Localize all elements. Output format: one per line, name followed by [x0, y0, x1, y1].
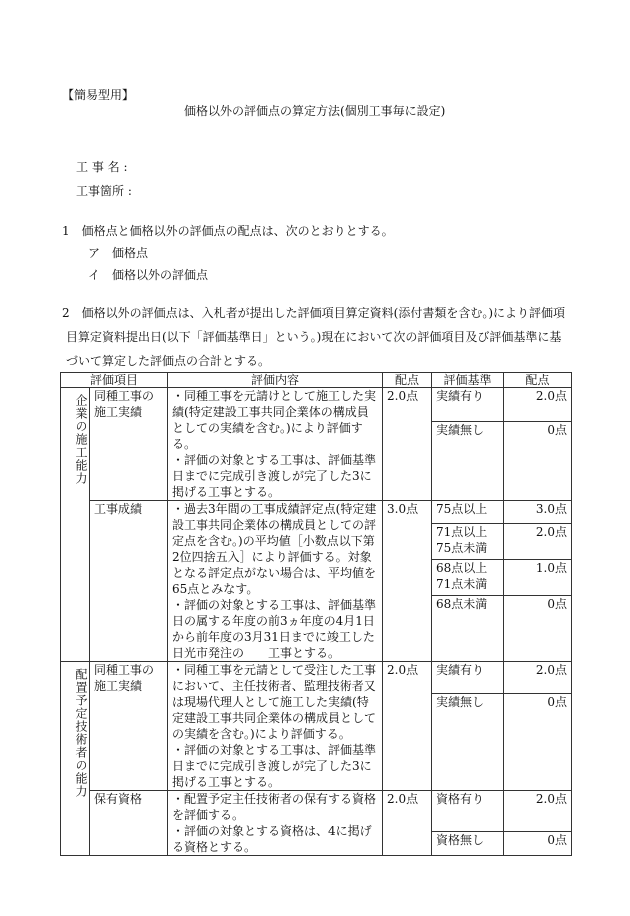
table-row [61, 501, 572, 524]
criteria-score: 0点 [504, 422, 572, 501]
row-content: ・配置予定主任技術者の保有する資格を評価する。 ・評価の対象とする資格は、4に掲げる資格とする。 [168, 791, 383, 856]
row-points: 2.0点 [383, 662, 432, 791]
criteria-label: 資格有り [432, 791, 504, 832]
section2-line1: 2 価格以外の評価点は、入札者が提出した評価項目算定資料(添付書類を含む。)により評価項 [62, 306, 566, 320]
row-points: 2.0点 [383, 388, 432, 501]
evaluation-table [60, 372, 572, 856]
category-engineer: 配置予定技術者の能力 [61, 662, 90, 856]
criteria-label: 実績有り [432, 662, 504, 694]
row-points: 3.0点 [383, 501, 432, 662]
section2-line2: 目算定資料提出日(以下「評価基準日」という。)現在において次の評価項目及び評価基準に基 [66, 330, 562, 344]
criteria-score: 1.0点 [504, 559, 572, 595]
criteria-label: 資格無し [432, 831, 504, 855]
row-item: 工事成績 [90, 501, 168, 662]
row-item: 保有資格 [90, 791, 168, 856]
header-content: 評価内容 [168, 373, 383, 388]
row-item: 同種工事の施工実績 [90, 662, 168, 791]
criteria-score: 2.0点 [504, 662, 572, 694]
criteria-label: 実績有り [432, 388, 504, 422]
section1-text: 1 価格点と価格以外の評価点の配点は、次のとおりとする。 [62, 224, 394, 238]
criteria-score: 0点 [504, 693, 572, 790]
header-item: 評価項目 [61, 373, 168, 388]
doc-title: 価格以外の評価点の算定方法(個別工事毎に設定) [184, 104, 446, 118]
section1-item-a: ア 価格点 [88, 246, 149, 260]
criteria-label: 75点以上 [432, 501, 504, 524]
table-row [61, 662, 572, 694]
criteria-score: 2.0点 [504, 388, 572, 422]
row-content: ・同種工事を元請けとして施工した実績(特定建設工事共同企業体の構成員としての実績を含む。)により評価する。 ・評価の対象とする工事は、評価基準日までに完成引き渡しが完了した3に掲げる工事とする。 [168, 388, 383, 501]
work-place-label: 工事箇所 : [76, 184, 132, 198]
row-item: 同種工事の施工実績 [90, 388, 168, 501]
table-header-row [61, 373, 572, 388]
criteria-score: 2.0点 [504, 523, 572, 559]
table-row [61, 791, 572, 832]
section2-line3: づいて算定した評価点の合計とする。 [66, 354, 271, 368]
table-row [61, 388, 572, 422]
work-name-label: 工 事 名 : [76, 160, 128, 174]
row-content: ・過去3年間の工事成績評定点(特定建設工事共同企業体の構成員としての評定点を含む。)の平均値［小数点以下第2位四捨五入］により評価する。対象となる評定点がない場合は、平均値を65点とみなす。 ・評価の対象とする工事は、評価基準日の属する年度の前3ヵ年度の4月1日から前年度の3月31日までに竣工した日光市発注の 工事とする。 [168, 501, 383, 662]
row-points: 2.0点 [383, 791, 432, 856]
criteria-label: 71点以上75点未満 [432, 523, 504, 559]
section1-item-i: イ 価格以外の評価点 [88, 268, 209, 282]
criteria-label: 実績無し [432, 693, 504, 790]
criteria-score: 0点 [504, 831, 572, 855]
criteria-score: 2.0点 [504, 791, 572, 832]
doc-label: 【簡易型用】 [62, 88, 135, 102]
header-criteria: 評価基準 [432, 373, 504, 388]
criteria-label: 68点未満 [432, 595, 504, 661]
criteria-label: 68点以上71点未満 [432, 559, 504, 595]
criteria-label: 実績無し [432, 422, 504, 501]
header-score: 配点 [504, 373, 572, 388]
header-points: 配点 [383, 373, 432, 388]
criteria-score: 3.0点 [504, 501, 572, 524]
criteria-score: 0点 [504, 595, 572, 661]
row-content: ・同種工事を元請として受注した工事において、主任技術者、監理技術者又は現場代理人として施工した実績(特定建設工事共同企業体の構成員としての実績を含む。)により評価する。 ・評価の対象とする工事は、評価基準日までに完成引き渡しが完了した3に掲げる工事とする。 [168, 662, 383, 791]
category-company: 企業の施工能力 [61, 388, 90, 662]
